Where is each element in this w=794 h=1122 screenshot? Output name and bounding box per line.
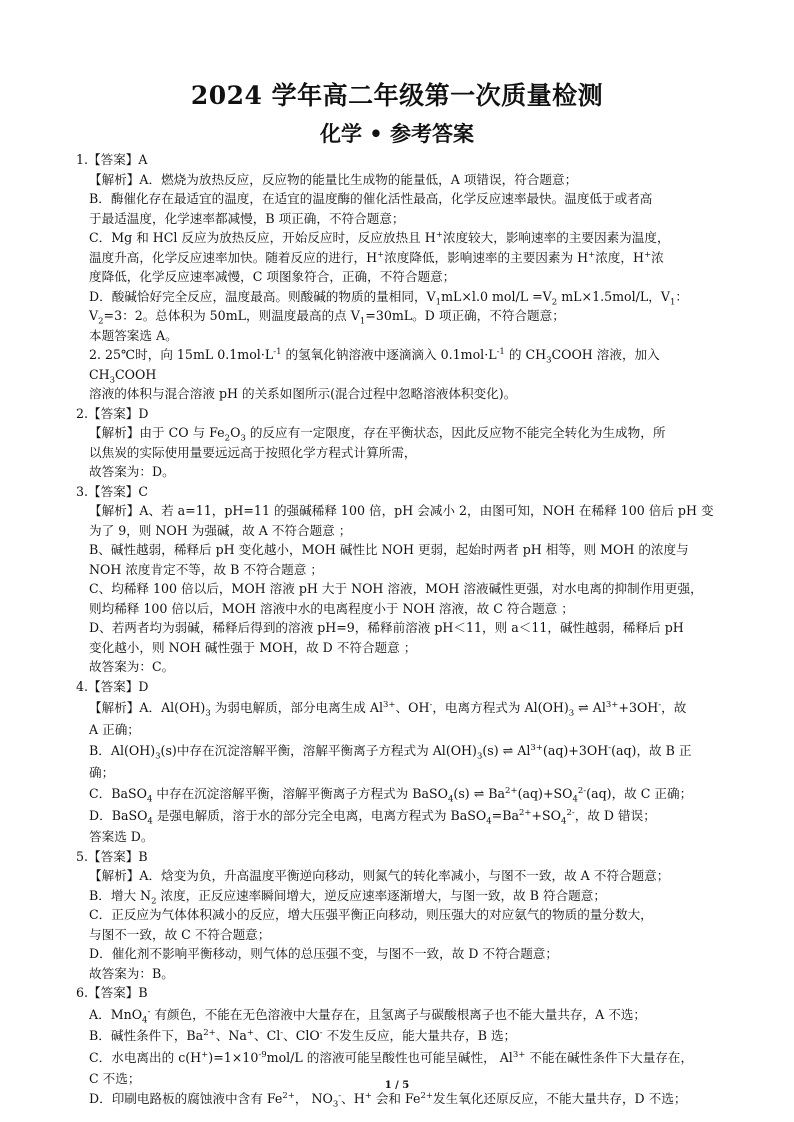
- page-number: 1 / 5: [384, 1080, 410, 1091]
- text-line: 故答案为：B。: [89, 965, 174, 981]
- text-line: C．Mg 和 HCl 反应为放热反应，开始反应时，反应放热且 H+浓度较大，影响速率的主要因素为温度，: [89, 229, 670, 245]
- text-line: 【解析】由于 CO 与 $Fe_2O_3$ 的反应有一定限度，存在平衡状态，因此反应物不能完全转化为生成物，所: [89, 425, 666, 444]
- text-line: 则均稀释 100 倍以后，MOH 溶液中水的电离程度小于 NOH 溶液，故 C 符合题意 ；: [89, 600, 574, 616]
- text-line: B、碱性越弱，稀释后 pH 变化越小，MOH 碱性比 NOH 更弱，起始时两者 pH 相等，则 MOH 的浓度与: [89, 542, 689, 557]
- text-line: C 不选；: [89, 1071, 141, 1086]
- text-line: 【解析】A．燃烧为放热反应，反应物的能量比生成物的能量低，A 项错误，符合题意；: [89, 171, 578, 187]
- text-line: B．增大 $N_2$ 浓度，正反应速率瞬间增大，逆反应速率逐渐增大，与图一致，故 B 符合题意；: [89, 887, 606, 907]
- text-line: 故答案为：C。: [89, 659, 175, 674]
- page-subtitle: 化学 • 参考答案: [319, 121, 475, 146]
- text-line: $V_2=3$：2。总体积为 50mL，则温度最高的点 $V_1=30mL$。D 项正确，不符合题意；: [89, 308, 565, 327]
- text-line: 【解析】A．焓变为负，升高温度平衡逆向移动，则氮气的转化率减小，与图不一致，故 A 不符合题意；: [89, 868, 670, 883]
- text-line: 4.【答案】D: [76, 678, 149, 694]
- text-line: C．水电离出的 $c(H^+)=1\times 10^{-9}mol/L$ 的溶液可能呈酸性也可能呈碱性， $Al^{3+}$ 不能在碱性条件下大量存在，: [89, 1049, 694, 1065]
- text-line: 度降低，化学反应速率减慢，C 项图象符合，正确，不符合题意；: [89, 269, 456, 284]
- text-line: 与图不一致，故 C 不符合题意；: [89, 926, 271, 942]
- text-line: 为了 9，则 NOH 为强碱，故 A 不符合题意 ；: [89, 522, 352, 538]
- text-line: 【解析】A、若 a=11，pH=11 的强碱稀释 100 倍，pH 会减小 2，由图可知，NOH 在稀释 100 倍后 pH 变: [89, 503, 714, 518]
- text-line: 确；: [89, 764, 115, 780]
- text-line: D．催化剂不影响平衡移动，则气体的总压强不变，与图不一致，故 D 不符合题意；: [89, 946, 558, 961]
- text-line: C、均稀释 100 倍以后，MOH 溶液 pH 大于 NOH 溶液，MOH 溶液碱性更强，对水电离的抑制作用更强，: [89, 581, 703, 596]
- text-line: NOH 浓度肯定不等，故 B 不符合题意 ；: [89, 561, 323, 577]
- text-line: 【解析】A．$Al(OH)_3$ 为弱电解质，部分电离生成 $Al^{3+}$、OH-，电离方程式为 $Al(OH)_3$ ⇌ $Al^{3+}+3OH^-$，故: [89, 699, 687, 719]
- text-line: 变化越小，则 NOH 碱性强于 MOH，故 D 不符合题意 ；: [89, 639, 417, 655]
- text-line: C．正反应为气体体积减小的反应，增大压强平衡正向移动，则压强大的对应氨气的物质的量分数大，: [89, 907, 653, 922]
- text-line: 本题答案选 A。: [89, 327, 178, 343]
- text-line: 5.【答案】B: [76, 848, 148, 864]
- text-line: 于最适温度，化学速率都减慢，B 项正确，不符合题意；: [89, 210, 405, 226]
- text-line: 溶液的体积与混合溶液 pH 的关系如图所示(混合过程中忽略溶液体积变化)。: [89, 386, 517, 401]
- text-line: 2. 25℃时，向 15mL $0.1mol\cdot L^{-1}$ 的氢氧化钠溶液中逐滴滴入 $0.1mol\cdot L^{-1}$ 的 $CH_3COOH$ 溶液，加入 $CH_3COOH$: [89, 346, 660, 386]
- text-line: 1.【答案】A: [76, 152, 148, 167]
- text-line: 以焦炭的实际使用量要远远高于按照化学方程式计算所需，: [89, 444, 417, 460]
- text-line: B．酶催化存在最适宜的温度，在适宜的温度酶的催化活性最高，化学反应速率最快。温度低于或者高: [89, 191, 653, 206]
- text-line: 2.【答案】D: [76, 405, 149, 421]
- text-line: A 正确；: [89, 721, 140, 737]
- text-line: A．MnO$_4$- 有颜色，不能在无色溶液中大量存在，且氢离子与碳酸根离子也不能大量共存，A 不选；: [89, 1006, 646, 1026]
- text-line: B．碱性条件下，$Ba^{2+}$、Na+、Cl-、ClO- 不发生反应，能大量共存，B 选；: [89, 1027, 517, 1043]
- text-line: 答案选 D。: [89, 829, 154, 844]
- page-title: 2024 学年高二年级第一次质量检测: [190, 81, 604, 110]
- text-line: C．BaSO$_4$ 中存在沉淀溶解平衡，溶解平衡离子方程式为 BaSO$_4$(s) ⇌ $Ba^{2+}(aq)+SO_4^{2-}(aq)$，故 C 正确；: [89, 785, 693, 805]
- text-line: B．$Al(OH)_3(s)$中存在沉淀溶解平衡，溶解平衡离子方程式为 $Al(OH)_3(s)$ ⇌ $Al^{3+}(aq)+3OH^-(aq)$，故 B 正: [89, 742, 692, 762]
- text-line: 温度升高，化学反应速率加快。随着反应的进行，H+浓度降低，影响速率的主要因素为 H+浓度，H+浓: [89, 249, 664, 265]
- answer-content: [76, 150, 718, 1108]
- text-line: 3.【答案】C: [76, 483, 149, 499]
- text-line: 故答案为：D。: [89, 464, 175, 479]
- text-line: 6.【答案】B: [76, 985, 148, 1000]
- text-line: D．BaSO$_4$ 是强电解质，溶于水的部分完全电离，电离方程式为 $BaSO_4=Ba^{2+}+SO_4^{2-}$，故 D 错误；: [89, 807, 656, 827]
- text-line: D、若两者均为弱碱，稀释后得到的溶液 pH=9，稀释前溶液 pH＜11，则 a＜11，碱性越弱，稀释后 pH: [89, 620, 684, 635]
- text-line: D．酸碱恰好完全反应，温度最高。则酸碱的物质的量相同，$V_1mL\times l.0$ $mol/L =V_2$ mL×1.5mol/L，$V_1$：: [89, 288, 688, 308]
- text-line: D．印刷电路板的腐蚀液中含有 $Fe^{2+}$， $NO_3^-$、H+ 会和 $Fe^{2+}$发生氧化还原反应，不能大量共存，D 不选；: [89, 1090, 687, 1110]
